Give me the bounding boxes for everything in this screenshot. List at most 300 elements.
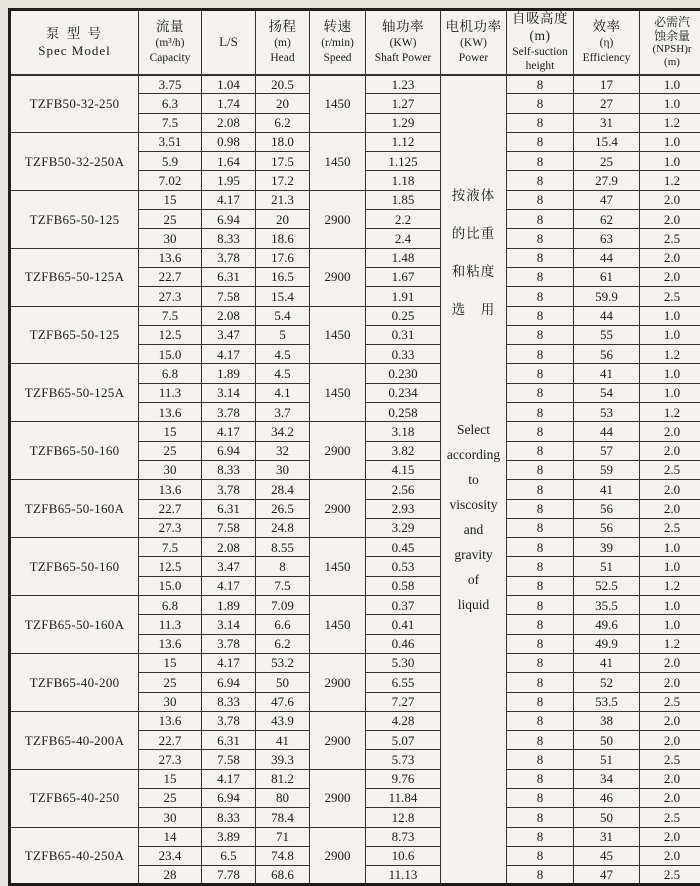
npsh-cell: 1.2	[640, 171, 700, 190]
self-suction-cell: 8	[507, 518, 574, 537]
shaft-power-cell: 1.91	[366, 287, 441, 306]
self-suction-cell: 8	[507, 615, 574, 634]
head-cell: 71	[256, 827, 310, 846]
self-suction-cell: 8	[507, 267, 574, 286]
note-line-en: and	[441, 518, 506, 543]
npsh-cell: 1.2	[640, 634, 700, 653]
shaft-power-cell: 5.30	[366, 653, 441, 672]
head-cell: 18.0	[256, 132, 310, 151]
self-suction-cell: 8	[507, 576, 574, 595]
self-suction-cell: 8	[507, 152, 574, 171]
npsh-cell: 2.5	[640, 808, 700, 827]
column-header-line: (r/min)	[310, 36, 365, 50]
ls-cell: 3.14	[202, 615, 256, 634]
efficiency-cell: 56	[574, 345, 640, 364]
capacity-cell: 14	[139, 827, 202, 846]
head-cell: 74.8	[256, 846, 310, 865]
efficiency-cell: 34	[574, 769, 640, 788]
head-cell: 30	[256, 460, 310, 479]
npsh-cell: 1.0	[640, 75, 700, 94]
efficiency-cell: 35.5	[574, 596, 640, 615]
capacity-cell: 22.7	[139, 267, 202, 286]
ls-cell: 4.17	[202, 653, 256, 672]
efficiency-cell: 31	[574, 827, 640, 846]
model-cell: TZFB65-40-250A	[10, 827, 139, 885]
efficiency-cell: 47	[574, 190, 640, 209]
note-line-en: gravity	[441, 543, 506, 568]
ls-cell: 7.78	[202, 866, 256, 885]
capacity-cell: 22.7	[139, 499, 202, 518]
speed-cell: 2900	[310, 711, 366, 769]
npsh-cell: 2.0	[640, 190, 700, 209]
column-header-line: Head	[256, 51, 309, 65]
capacity-cell: 13.6	[139, 634, 202, 653]
table-row	[10, 538, 700, 557]
shaft-power-cell: 11.13	[366, 866, 441, 885]
column-header-line: (KW)	[441, 36, 506, 50]
self-suction-cell: 8	[507, 422, 574, 441]
capacity-cell: 27.3	[139, 518, 202, 537]
capacity-cell: 15	[139, 190, 202, 209]
table-row	[10, 306, 700, 325]
capacity-cell: 11.3	[139, 615, 202, 634]
shaft-power-cell: 2.4	[366, 229, 441, 248]
ls-cell: 7.58	[202, 518, 256, 537]
npsh-cell: 1.0	[640, 306, 700, 325]
self-suction-cell: 8	[507, 229, 574, 248]
capacity-cell: 22.7	[139, 731, 202, 750]
ls-cell: 8.33	[202, 460, 256, 479]
capacity-cell: 5.9	[139, 152, 202, 171]
self-suction-cell: 8	[507, 403, 574, 422]
ls-cell: 2.08	[202, 306, 256, 325]
ls-cell: 6.5	[202, 846, 256, 865]
head-cell: 28.4	[256, 480, 310, 499]
efficiency-cell: 45	[574, 846, 640, 865]
efficiency-cell: 54	[574, 383, 640, 402]
efficiency-cell: 59	[574, 460, 640, 479]
capacity-cell: 7.5	[139, 113, 202, 132]
self-suction-cell: 8	[507, 731, 574, 750]
ls-cell: 3.78	[202, 248, 256, 267]
capacity-cell: 30	[139, 229, 202, 248]
efficiency-cell: 50	[574, 808, 640, 827]
column-header-line: 蚀余量	[640, 30, 700, 44]
self-suction-cell: 8	[507, 171, 574, 190]
head-cell: 8.55	[256, 538, 310, 557]
column-header-line: (m)	[256, 36, 309, 50]
npsh-cell: 1.0	[640, 615, 700, 634]
self-suction-cell: 8	[507, 827, 574, 846]
efficiency-cell: 41	[574, 480, 640, 499]
self-suction-cell: 8	[507, 596, 574, 615]
shaft-power-cell: 11.84	[366, 788, 441, 807]
ls-cell: 3.78	[202, 634, 256, 653]
capacity-cell: 15	[139, 422, 202, 441]
npsh-cell: 2.0	[640, 731, 700, 750]
ls-cell: 8.33	[202, 692, 256, 711]
table-head	[10, 10, 700, 75]
npsh-cell: 1.0	[640, 596, 700, 615]
model-cell: TZFB65-50-125	[10, 190, 139, 248]
column-header-line: 泵 型 号	[11, 26, 138, 43]
npsh-cell: 2.5	[640, 229, 700, 248]
column-header-line: (m³/h)	[139, 36, 201, 50]
npsh-cell: 2.0	[640, 267, 700, 286]
shaft-power-cell: 0.234	[366, 383, 441, 402]
shaft-power-cell: 0.45	[366, 538, 441, 557]
column-header-npsh	[640, 10, 700, 75]
self-suction-cell: 8	[507, 480, 574, 499]
shaft-power-cell: 1.48	[366, 248, 441, 267]
efficiency-cell: 56	[574, 499, 640, 518]
table-row	[10, 422, 700, 441]
ls-cell: 4.17	[202, 769, 256, 788]
npsh-cell: 2.5	[640, 460, 700, 479]
table-head-row	[10, 10, 700, 75]
self-suction-cell: 8	[507, 364, 574, 383]
efficiency-cell: 61	[574, 267, 640, 286]
model-cell: TZFB65-40-250	[10, 769, 139, 827]
head-cell: 41	[256, 731, 310, 750]
self-suction-cell: 8	[507, 325, 574, 344]
self-suction-cell: 8	[507, 210, 574, 229]
head-cell: 15.4	[256, 287, 310, 306]
shaft-power-cell: 4.15	[366, 460, 441, 479]
capacity-cell: 7.02	[139, 171, 202, 190]
note-line-en: to	[441, 468, 506, 493]
column-header-head	[256, 10, 310, 75]
ls-cell: 4.17	[202, 576, 256, 595]
table-row	[10, 653, 700, 672]
npsh-cell: 2.0	[640, 711, 700, 730]
npsh-cell: 2.0	[640, 827, 700, 846]
shaft-power-cell: 0.33	[366, 345, 441, 364]
self-suction-cell: 8	[507, 113, 574, 132]
model-cell: TZFB65-50-160A	[10, 596, 139, 654]
capacity-cell: 13.6	[139, 248, 202, 267]
efficiency-cell: 39	[574, 538, 640, 557]
column-header-line: Efficiency	[574, 51, 639, 65]
column-header-line: 轴功率	[366, 19, 440, 36]
npsh-cell: 2.5	[640, 866, 700, 885]
table-row	[10, 596, 700, 615]
head-cell: 6.6	[256, 615, 310, 634]
npsh-cell: 2.0	[640, 422, 700, 441]
ls-cell: 0.98	[202, 132, 256, 151]
capacity-cell: 3.51	[139, 132, 202, 151]
self-suction-cell: 8	[507, 653, 574, 672]
column-header-line: 自吸高度(m)	[507, 11, 573, 45]
capacity-cell: 13.6	[139, 711, 202, 730]
table-row	[10, 248, 700, 267]
efficiency-cell: 52.5	[574, 576, 640, 595]
ls-cell: 2.08	[202, 113, 256, 132]
self-suction-cell: 8	[507, 750, 574, 769]
npsh-cell: 2.0	[640, 846, 700, 865]
shaft-power-cell: 0.37	[366, 596, 441, 615]
model-cell: TZFB65-40-200A	[10, 711, 139, 769]
efficiency-cell: 38	[574, 711, 640, 730]
shaft-power-cell: 1.125	[366, 152, 441, 171]
note-line-en: liquid	[441, 593, 506, 618]
shaft-power-cell: 5.07	[366, 731, 441, 750]
shaft-power-cell: 0.258	[366, 403, 441, 422]
ls-cell: 1.74	[202, 94, 256, 113]
efficiency-cell: 41	[574, 653, 640, 672]
efficiency-cell: 53.5	[574, 692, 640, 711]
efficiency-cell: 44	[574, 422, 640, 441]
self-suction-cell: 8	[507, 692, 574, 711]
speed-cell: 1450	[310, 364, 366, 422]
ls-cell: 6.31	[202, 499, 256, 518]
capacity-cell: 15	[139, 769, 202, 788]
column-header-speed	[310, 10, 366, 75]
speed-cell: 2900	[310, 653, 366, 711]
column-header-line: 流量	[139, 19, 201, 36]
self-suction-cell: 8	[507, 75, 574, 94]
column-header-line: L/S	[202, 34, 255, 50]
capacity-cell: 25	[139, 788, 202, 807]
efficiency-cell: 57	[574, 441, 640, 460]
capacity-cell: 30	[139, 460, 202, 479]
motor-power-note-cell	[441, 75, 507, 885]
note-line-cn: 和粘度	[441, 253, 506, 291]
efficiency-cell: 46	[574, 788, 640, 807]
shaft-power-cell: 1.85	[366, 190, 441, 209]
self-suction-cell: 8	[507, 769, 574, 788]
self-suction-cell: 8	[507, 248, 574, 267]
npsh-cell: 2.5	[640, 518, 700, 537]
shaft-power-cell: 10.6	[366, 846, 441, 865]
self-suction-cell: 8	[507, 132, 574, 151]
npsh-cell: 2.5	[640, 287, 700, 306]
head-cell: 81.2	[256, 769, 310, 788]
npsh-cell: 2.0	[640, 653, 700, 672]
ls-cell: 4.17	[202, 345, 256, 364]
head-cell: 17.5	[256, 152, 310, 171]
head-cell: 20.5	[256, 75, 310, 94]
capacity-cell: 15.0	[139, 576, 202, 595]
head-cell: 4.5	[256, 364, 310, 383]
head-cell: 68.6	[256, 866, 310, 885]
efficiency-cell: 44	[574, 248, 640, 267]
table-row	[10, 132, 700, 151]
shaft-power-cell: 1.29	[366, 113, 441, 132]
ls-cell: 6.31	[202, 267, 256, 286]
npsh-cell: 2.0	[640, 441, 700, 460]
speed-cell: 2900	[310, 769, 366, 827]
note-line-cn: 选 用	[441, 291, 506, 329]
shaft-power-cell: 12.8	[366, 808, 441, 827]
shaft-power-cell: 7.27	[366, 692, 441, 711]
efficiency-cell: 56	[574, 518, 640, 537]
capacity-cell: 25	[139, 441, 202, 460]
column-header-capacity	[139, 10, 202, 75]
head-cell: 43.9	[256, 711, 310, 730]
column-header-shaft-power	[366, 10, 441, 75]
speed-cell: 1450	[310, 132, 366, 190]
motor-power-note-english	[441, 418, 506, 618]
head-cell: 53.2	[256, 653, 310, 672]
shaft-power-cell: 1.67	[366, 267, 441, 286]
shaft-power-cell: 0.31	[366, 325, 441, 344]
ls-cell: 2.08	[202, 538, 256, 557]
shaft-power-cell: 2.93	[366, 499, 441, 518]
efficiency-cell: 25	[574, 152, 640, 171]
column-header-line: 效率	[574, 19, 639, 36]
capacity-cell: 7.5	[139, 538, 202, 557]
ls-cell: 6.31	[202, 731, 256, 750]
self-suction-cell: 8	[507, 557, 574, 576]
column-header-model	[10, 10, 139, 75]
npsh-cell: 2.0	[640, 788, 700, 807]
efficiency-cell: 27	[574, 94, 640, 113]
capacity-cell: 27.3	[139, 750, 202, 769]
head-cell: 8	[256, 557, 310, 576]
efficiency-cell: 31	[574, 113, 640, 132]
head-cell: 7.09	[256, 596, 310, 615]
capacity-cell: 27.3	[139, 287, 202, 306]
shaft-power-cell: 0.25	[366, 306, 441, 325]
head-cell: 20	[256, 210, 310, 229]
efficiency-cell: 53	[574, 403, 640, 422]
shaft-power-cell: 4.28	[366, 711, 441, 730]
shaft-power-cell: 3.82	[366, 441, 441, 460]
self-suction-cell: 8	[507, 538, 574, 557]
ls-cell: 6.94	[202, 788, 256, 807]
self-suction-cell: 8	[507, 306, 574, 325]
ls-cell: 1.04	[202, 75, 256, 94]
npsh-cell: 1.2	[640, 576, 700, 595]
efficiency-cell: 17	[574, 75, 640, 94]
self-suction-cell: 8	[507, 345, 574, 364]
ls-cell: 3.47	[202, 557, 256, 576]
column-header-line: (m)	[640, 56, 700, 69]
ls-cell: 6.94	[202, 673, 256, 692]
head-cell: 39.3	[256, 750, 310, 769]
capacity-cell: 15	[139, 653, 202, 672]
column-header-line: height	[507, 59, 573, 73]
speed-cell: 1450	[310, 596, 366, 654]
head-cell: 47.6	[256, 692, 310, 711]
model-cell: TZFB65-40-200	[10, 653, 139, 711]
column-header-line: (η)	[574, 36, 639, 50]
shaft-power-cell: 0.46	[366, 634, 441, 653]
head-cell: 6.2	[256, 634, 310, 653]
efficiency-cell: 15.4	[574, 132, 640, 151]
capacity-cell: 12.5	[139, 325, 202, 344]
capacity-cell: 30	[139, 808, 202, 827]
efficiency-cell: 49.9	[574, 634, 640, 653]
shaft-power-cell: 2.56	[366, 480, 441, 499]
column-header-line: Spec Model	[11, 43, 138, 59]
head-cell: 78.4	[256, 808, 310, 827]
note-line-en: Select	[441, 418, 506, 443]
npsh-cell: 1.2	[640, 345, 700, 364]
head-cell: 17.6	[256, 248, 310, 267]
column-header-line: (KW)	[366, 36, 440, 50]
shaft-power-cell: 9.76	[366, 769, 441, 788]
shaft-power-cell: 3.29	[366, 518, 441, 537]
npsh-cell: 1.0	[640, 364, 700, 383]
table-body	[10, 75, 700, 885]
capacity-cell: 23.4	[139, 846, 202, 865]
model-cell: TZFB65-50-125	[10, 306, 139, 364]
head-cell: 5	[256, 325, 310, 344]
ls-cell: 1.95	[202, 171, 256, 190]
efficiency-cell: 51	[574, 557, 640, 576]
speed-cell: 1450	[310, 306, 366, 364]
head-cell: 80	[256, 788, 310, 807]
npsh-cell: 1.0	[640, 325, 700, 344]
npsh-cell: 1.0	[640, 538, 700, 557]
shaft-power-cell: 3.18	[366, 422, 441, 441]
head-cell: 16.5	[256, 267, 310, 286]
self-suction-cell: 8	[507, 866, 574, 885]
head-cell: 24.8	[256, 518, 310, 537]
npsh-cell: 1.0	[640, 383, 700, 402]
ls-cell: 1.89	[202, 364, 256, 383]
model-cell: TZFB50-32-250A	[10, 132, 139, 190]
ls-cell: 4.17	[202, 422, 256, 441]
ls-cell: 7.58	[202, 287, 256, 306]
pump-spec-table	[8, 8, 700, 886]
ls-cell: 6.94	[202, 210, 256, 229]
column-header-line: 扬程	[256, 19, 309, 36]
model-cell: TZFB65-50-160	[10, 538, 139, 596]
ls-cell: 6.94	[202, 441, 256, 460]
npsh-cell: 2.0	[640, 769, 700, 788]
efficiency-cell: 55	[574, 325, 640, 344]
npsh-cell: 2.0	[640, 248, 700, 267]
npsh-cell: 1.0	[640, 152, 700, 171]
head-cell: 3.7	[256, 403, 310, 422]
head-cell: 34.2	[256, 422, 310, 441]
capacity-cell: 13.6	[139, 480, 202, 499]
shaft-power-cell: 1.27	[366, 94, 441, 113]
table-row	[10, 190, 700, 209]
motor-power-note-chinese	[441, 177, 506, 329]
model-cell: TZFB65-50-160	[10, 422, 139, 480]
ls-cell: 1.89	[202, 596, 256, 615]
column-header-line: 转速	[310, 19, 365, 36]
column-header-line: Self-suction	[507, 45, 573, 59]
column-header-line: 必需汽	[640, 16, 700, 30]
efficiency-cell: 50	[574, 731, 640, 750]
capacity-cell: 6.8	[139, 596, 202, 615]
note-line-cn: 的比重	[441, 215, 506, 253]
column-header-efficiency	[574, 10, 640, 75]
efficiency-cell: 27.9	[574, 171, 640, 190]
table-row	[10, 711, 700, 730]
note-line-en: of	[441, 568, 506, 593]
ls-cell: 1.64	[202, 152, 256, 171]
capacity-cell: 11.3	[139, 383, 202, 402]
ls-cell: 3.78	[202, 480, 256, 499]
ls-cell: 4.17	[202, 190, 256, 209]
head-cell: 20	[256, 94, 310, 113]
ls-cell: 3.78	[202, 403, 256, 422]
column-header-line: Capacity	[139, 51, 201, 65]
table-row	[10, 75, 700, 94]
self-suction-cell: 8	[507, 94, 574, 113]
table-row	[10, 364, 700, 383]
capacity-cell: 3.75	[139, 75, 202, 94]
self-suction-cell: 8	[507, 808, 574, 827]
self-suction-cell: 8	[507, 846, 574, 865]
table-row	[10, 827, 700, 846]
